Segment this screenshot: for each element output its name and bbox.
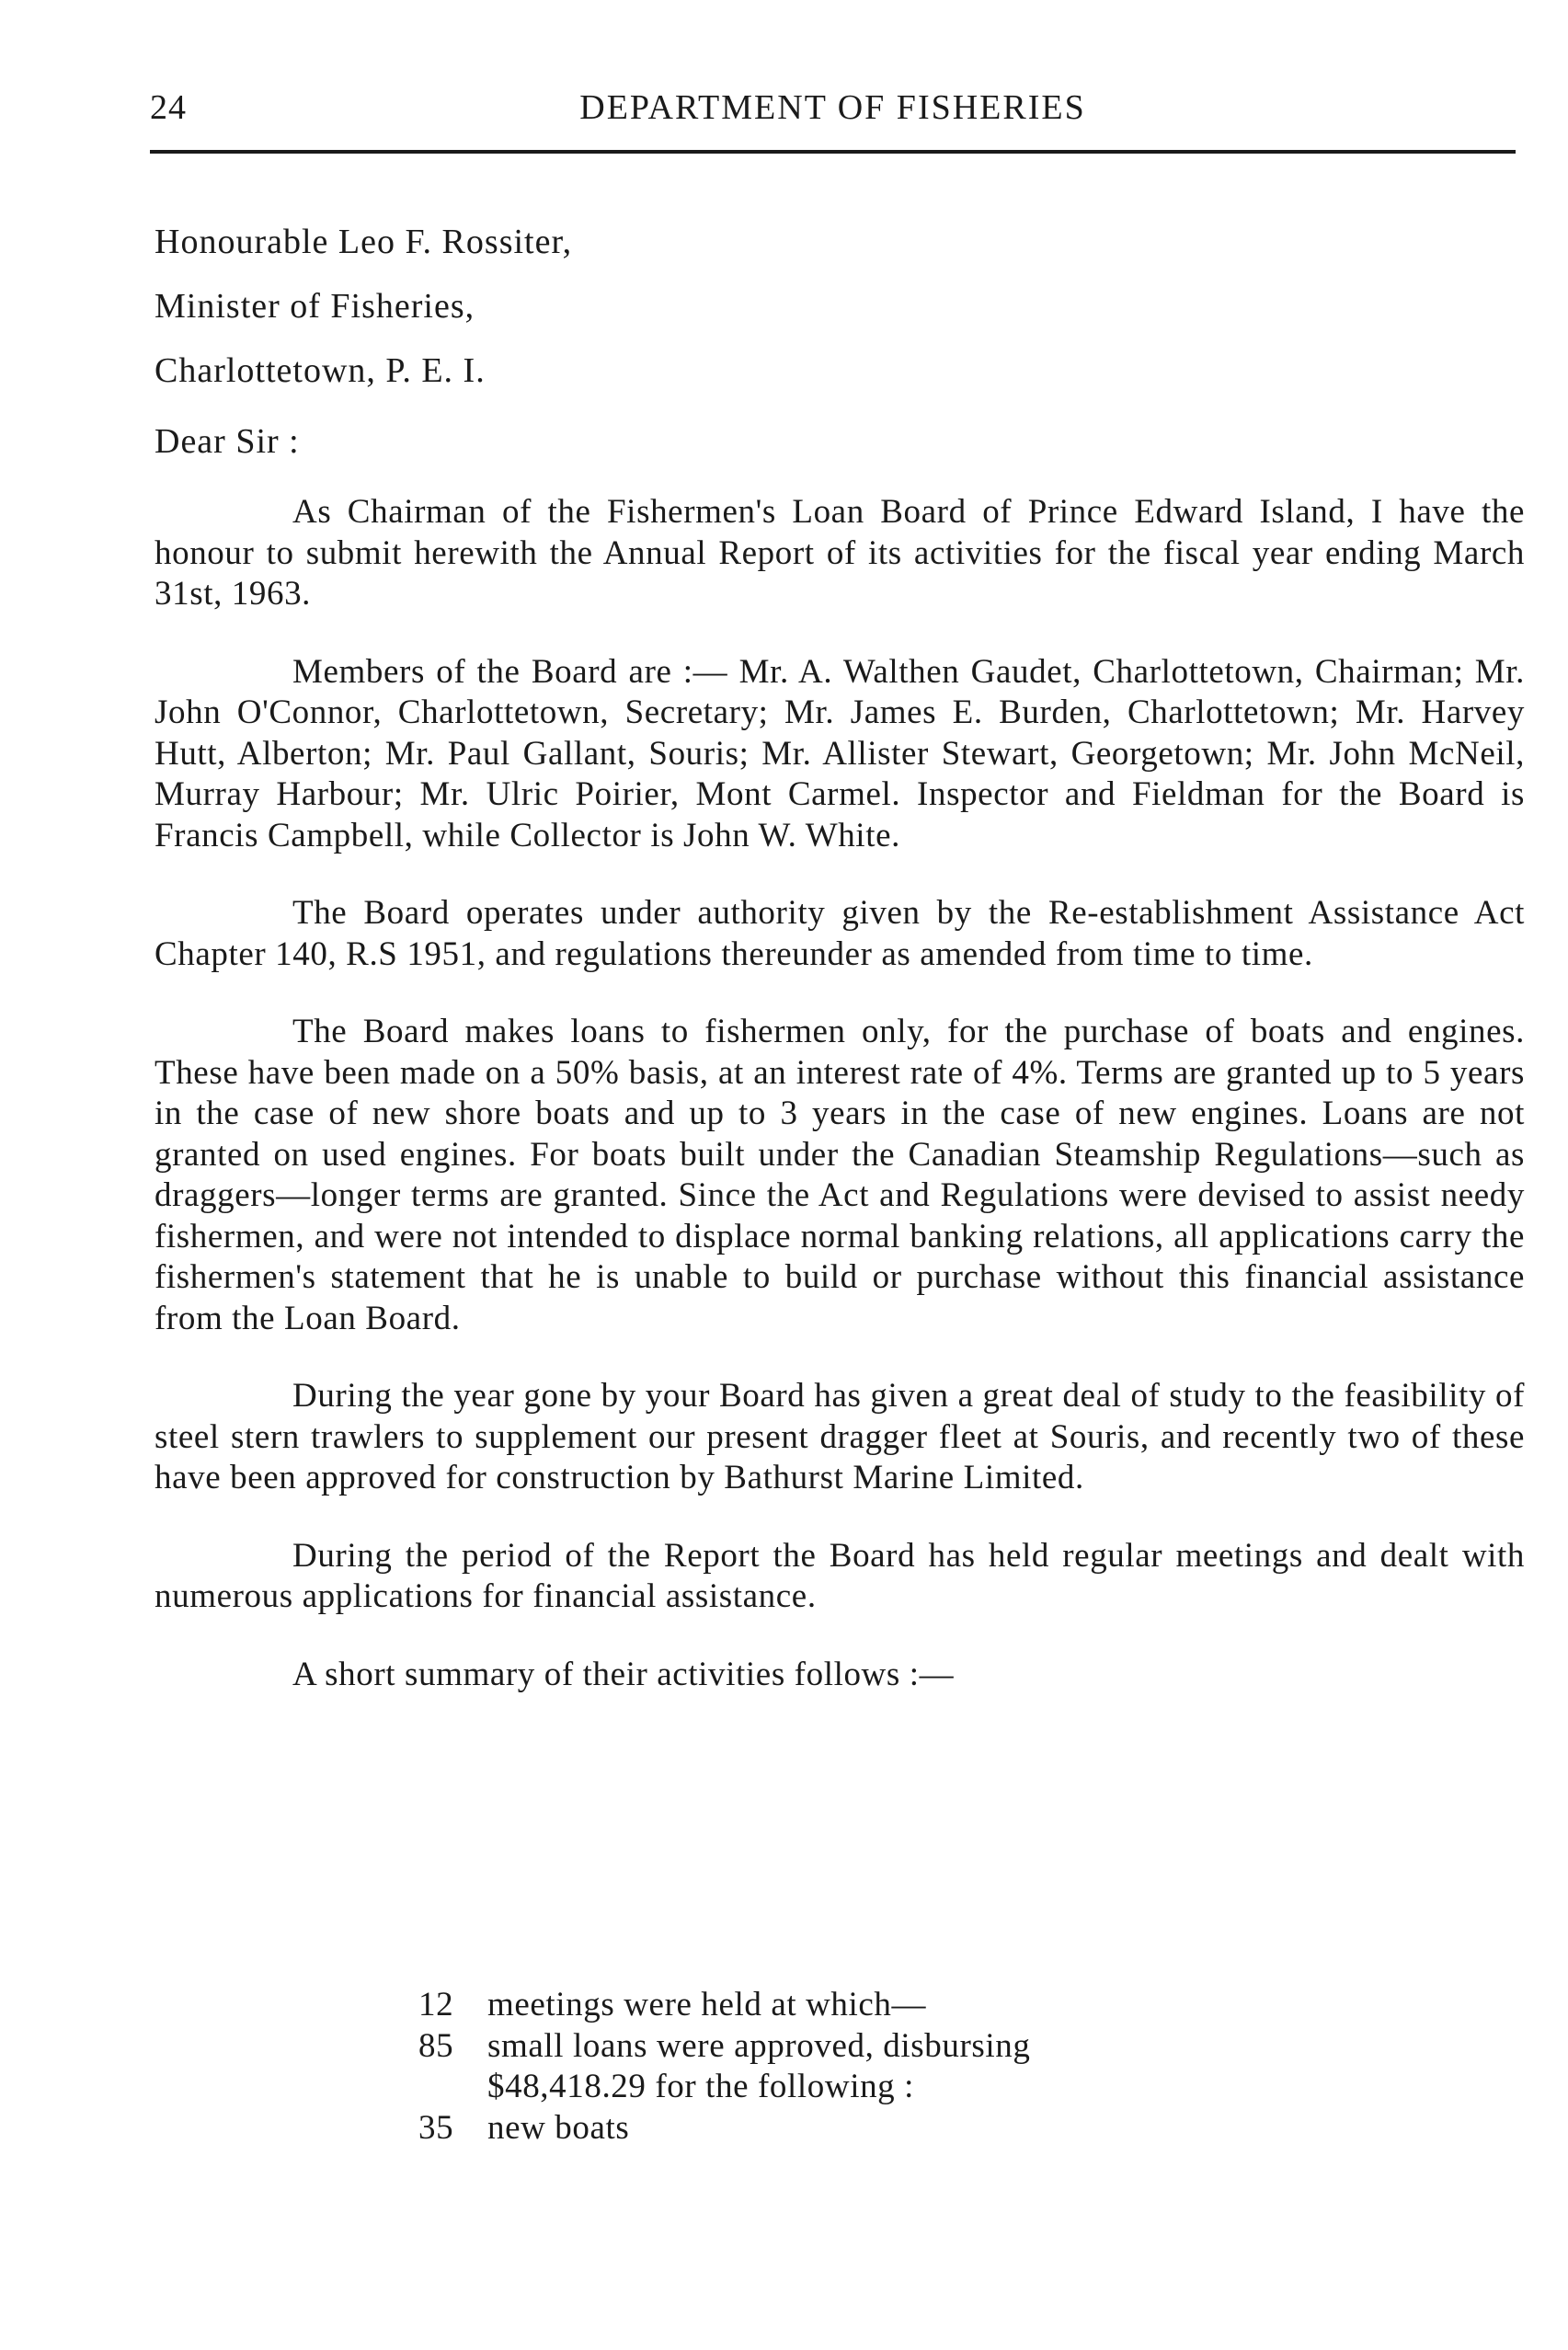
summary-continuation: $48,418.29 for the following : — [487, 2068, 915, 2105]
summary-item — [418, 1985, 1030, 2026]
paragraph-intro: As Chairman of the Fishermen's Loan Board of Prince Edward Island, I have the honour to submit herewith the Annual Report of its activities for the fiscal year ending March 31st, 1963. — [155, 493, 1525, 613]
address-line-2: Minister of Fisheries, — [155, 287, 475, 326]
paragraph-members: Members of the Board are :— Mr. A. Walthen Gaudet, Charlottetown, Chairman; Mr. John O'Connor, Charlottetown, Secretary; Mr. James E. Burden, Charlottetown; Mr. Harvey Hutt, Alberton; Mr. Paul Gallant, Souris; Mr. Allister Stewart, Georgetown; Mr. John McNeil, Murray Harbour; Mr. Ulric Poirier, Mont Carmel. Inspector and Fieldman for the Board is Francis Campbell, while Collector is John W. White. — [155, 652, 1525, 854]
paragraph-loans: The Board makes loans to fishermen only, for the purchase of boats and engines. These have been made on a 50% basis, at an interest rate of 4%. Terms are granted up to 5 years in the case of new shore boats and up to 3 years in the case of new engines. Loans are not granted on used engines. For boats built under the Canadian Steamship Regulations—such as draggers—longer terms are granted. Since the Act and Regulations were devised to assist needy fishermen, and were not intended to displace normal banking relations, all applications carry the fishermen's statement that he is unable to build or purchase without this financial assistance from the Loan Board. — [155, 1013, 1525, 1337]
summary-list — [418, 1985, 1030, 2149]
paragraph-authority: The Board operates under authority given by the Re-establishment Assistance Act Chapter 140, R.S 1951, and regulations thereunder as amended from time to time. — [155, 894, 1525, 973]
summary-item — [418, 2026, 1030, 2068]
salutation: Dear Sir : — [155, 422, 300, 461]
summary-text: new boats — [487, 2108, 630, 2147]
running-head: DEPARTMENT OF FISHERIES — [579, 88, 1086, 127]
summary-number: 35 — [418, 2108, 454, 2147]
paragraph-trawlers: During the year gone by your Board has given a great deal of study to the feasibility of steel stern trawlers to supplement our present dragger fleet at Souris, and recently two of these have been approved for construction by Bathurst Marine Limited. — [155, 1377, 1525, 1496]
letter-body — [155, 492, 1525, 1732]
summary-item — [418, 2108, 1030, 2149]
paragraph-meetings: During the period of the Report the Board has held regular meetings and dealt with numerous applications for financial assistance. — [155, 1536, 1525, 1615]
address-line-3: Charlottetown, P. E. I. — [155, 351, 486, 390]
summary-number: 85 — [418, 2026, 454, 2065]
address-line-1: Honourable Leo F. Rossiter, — [155, 223, 573, 261]
page-number: 24 — [150, 88, 187, 127]
summary-number: 12 — [418, 1986, 454, 2023]
summary-text: small loans were approved, disbursing — [487, 2026, 1031, 2065]
header-rule — [150, 150, 1516, 154]
page-header — [150, 87, 1516, 143]
recipient-address — [155, 210, 572, 403]
summary-text: meetings were held at which— — [487, 1986, 927, 2023]
summary-intro: A short summary of their activities follows :— — [292, 1655, 955, 1693]
